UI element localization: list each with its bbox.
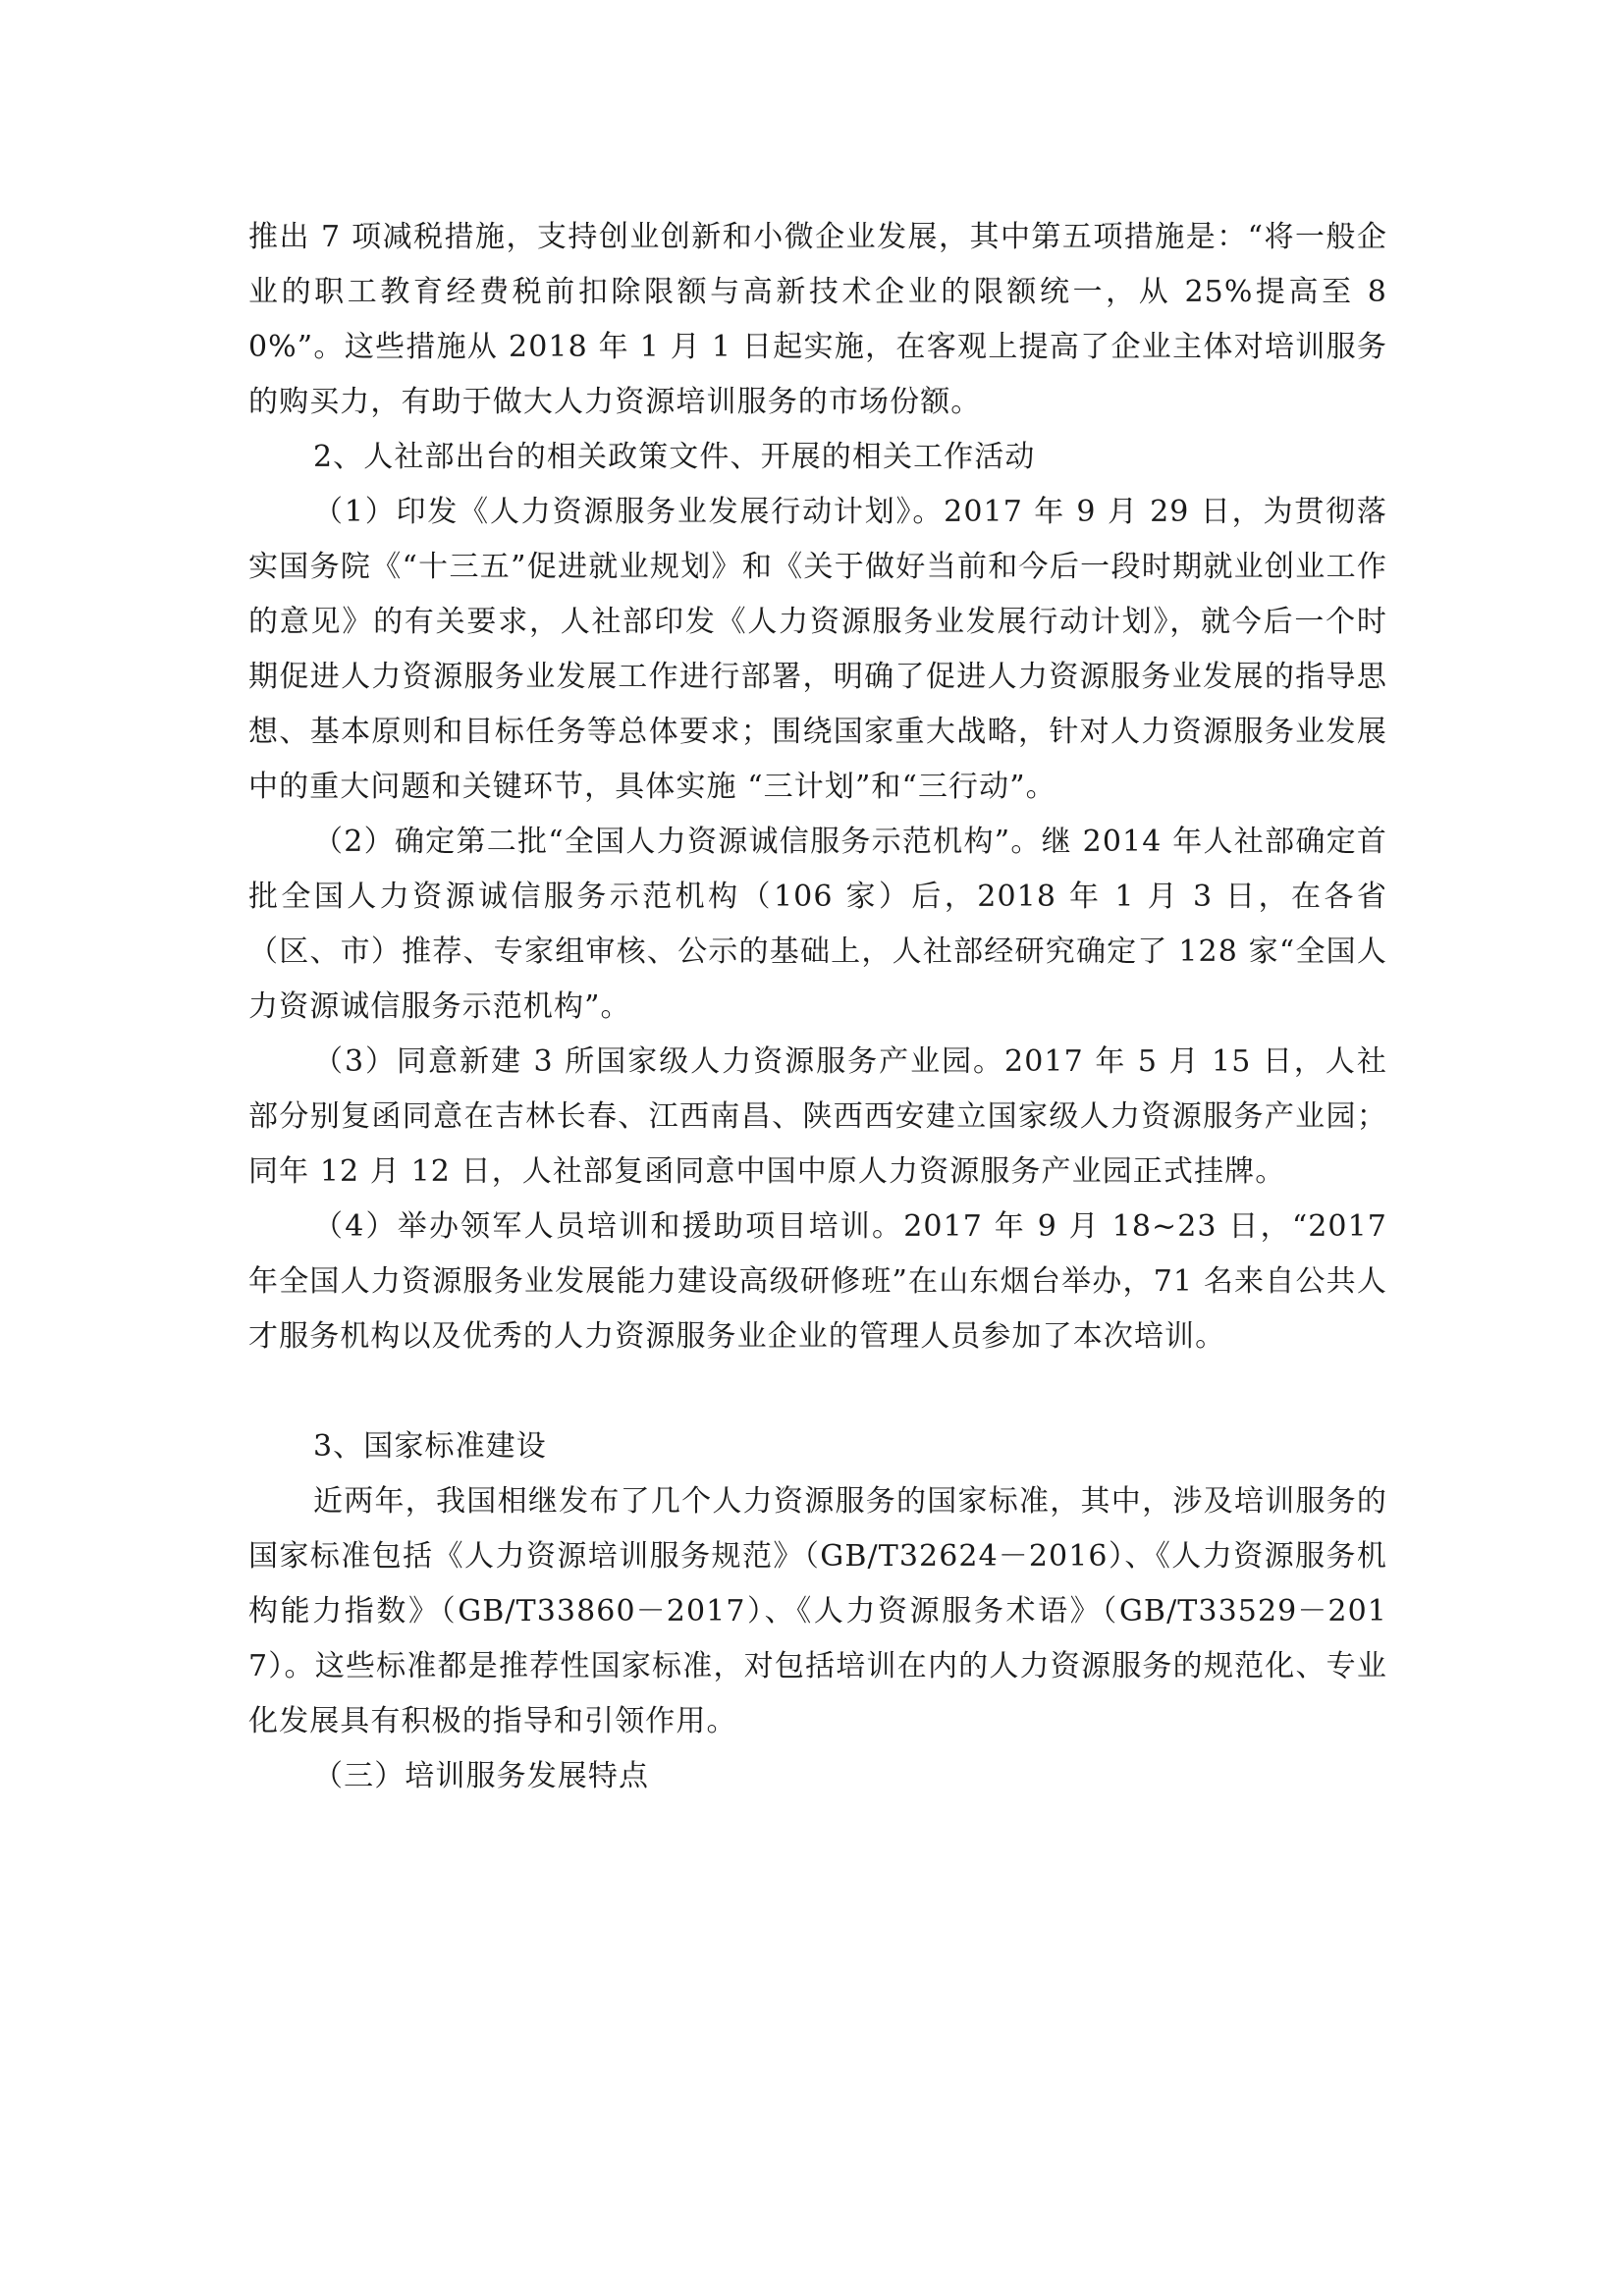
paragraph-leader-training: （4）举办领军人员培训和援助项目培训。2017 年 9 月 18~23 日，“2017 年全国人力资源服务业发展能力建设高级研修班”在山东烟台举办，71 名来自公共人才服务机构以及优秀的人力资源服务业企业的管理人员参加了本次培训。 [248,1209,1387,1354]
paragraph-action-plan: （1）印发《人力资源服务业发展行动计划》。2017 年 9 月 29 日，为贯彻落实国务院《“十三五”促进就业规划》和《关于做好当前和今后一段时期就业创业工作的意见》的有关要求，人社部印发《人力资源服务业发展行动计划》，就今后一个时期促进人力资源服务业发展工作进行部署，明确了促进人力资源服务业发展的指导思想、基本原则和目标任务等总体要求；围绕国家重大战略，针对人力资源服务业发展中的重大问题和关键环节，具体实施 “三计划”和“三行动”。 [248,495,1387,804]
document-body [248,210,1387,1804]
section-heading-training-features: （三）培训服务发展特点 [313,1759,650,1793]
paragraph-credit-institutions: （2）确定第二批“全国人力资源诚信服务示范机构”。继 2014 年人社部确定首批全国人力资源诚信服务示范机构（106 家）后，2018 年 1 月 3 日，在各省（区、市）推荐、专家组审核、公示的基础上，人社部经研究确定了 128 家“全国人力资源诚信服务示范机构”。 [248,825,1387,1024]
section-heading-national-standards: 3、国家标准建设 [313,1429,547,1464]
paragraph-tax-measures: 推出 7 项减税措施，支持创业创新和小微企业发展，其中第五项措施是：“将一般企业的职工教育经费税前扣除限额与高新技术企业的限额统一，从 25%提高至 80%”。这些措施从 2018 年 1 月 1 日起实施，在客观上提高了企业主体对培训服务的购买力，有助于做大人力资源培训服务的市场份额。 [248,220,1387,419]
section-heading-hrss-policies: 2、人社部出台的相关政策文件、开展的相关工作活动 [313,440,1036,474]
paragraph-industrial-parks: （3）同意新建 3 所国家级人力资源服务产业园。2017 年 5 月 15 日，人社部分别复函同意在吉林长春、江西南昌、陕西西安建立国家级人力资源服务产业园；同年 12 月 12 日，人社部复函同意中国中原人力资源服务产业园正式挂牌。 [248,1044,1387,1189]
paragraph-national-standards: 近两年，我国相继发布了几个人力资源服务的国家标准，其中，涉及培训服务的国家标准包括《人力资源培训服务规范》（GB/T32624－2016）、《人力资源服务机构能力指数》（GB/T33860－2017）、《人力资源服务术语》（GB/T33529－2017）。这些标准都是推荐性国家标准，对包括培训在内的人力资源服务的规范化、专业化发展具有积极的指导和引领作用。 [248,1484,1387,1738]
